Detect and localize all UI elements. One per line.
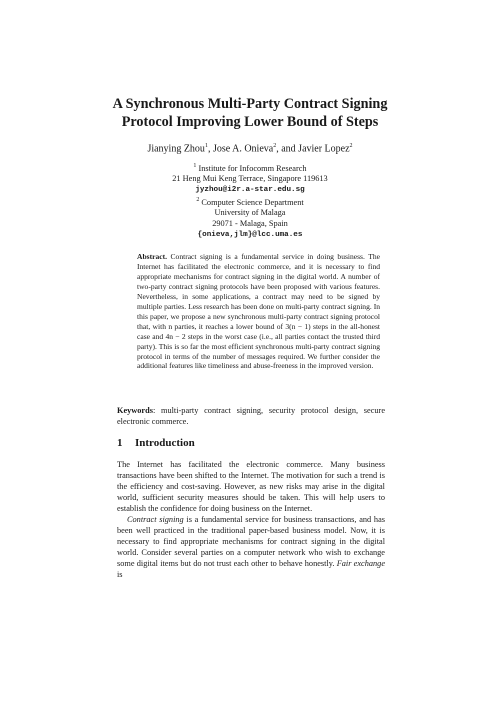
section-number: 1 — [117, 437, 123, 449]
abstract-label: Abstract. — [137, 252, 167, 261]
author-2: Jose A. Onieva — [212, 143, 274, 155]
author-separator-1: , — [207, 143, 213, 155]
title-line-2: Protocol Improving Lower Bound of Steps — [121, 114, 379, 130]
abstract — [137, 252, 380, 371]
fair-exchange-term: Fair exchange — [336, 559, 386, 569]
author-2-sup: 2 — [273, 143, 277, 149]
title-line-1: A Synchronous Multi-Party Contract Signing — [112, 96, 388, 112]
affiliation-2-line-1: Computer Science Department — [201, 197, 304, 207]
affiliation-2-line-3: 29071 - Malaga, Spain — [212, 218, 288, 228]
intro-paragraph-2 — [117, 514, 385, 581]
author-separator-2: , and — [276, 143, 299, 155]
affiliation-2-sup: 2 — [196, 197, 200, 203]
author-1: Jianying Zhou — [147, 143, 205, 155]
affiliation-2-line-2: University of Malaga — [214, 208, 286, 218]
intro-paragraph-2-text: is a fundamental service for business transactions, and has been well practiced in the traditional paper-based business model. Now, it is necessary to find appropriate mechanisms for contract signing in the digital world. Consider several parties on a computer network who wish to exchange some digital items but do not trust each other to behave honestly. — [117, 515, 385, 569]
keywords — [117, 406, 385, 427]
section-heading — [117, 437, 195, 449]
affiliation-1-email: jyzhou@i2r.a-star.edu.sg — [195, 185, 305, 194]
keywords-label: Keywords — [117, 406, 153, 415]
affiliation-1-line-2: 21 Heng Mui Keng Terrace, Singapore 119613 — [172, 174, 328, 184]
affiliation-2-email: {onieva,jlm}@lcc.uma.es — [197, 230, 303, 239]
affiliation-1-sup: 1 — [193, 163, 197, 169]
intro-paragraph-1: The Internet has facilitated the electronic commerce. Many business transactions have been shifted to the Internet. The motivation for such a trend is the efficiency and cost-saving. However, as new risks may arise in the digital world, sufficient security measures should be taken. This will help users to establish the confidence for doing business on the Internet. — [117, 460, 385, 514]
section-title: Introduction — [135, 437, 195, 449]
intro-paragraph-2-end: is — [117, 570, 123, 580]
abstract-text: Contract signing is a fundamental service in doing business. The Internet has facilitated the electronic commerce, and it is necessary to find appropriate mechanisms for contract signing in the digital world. A number of two-party contract signing protocols have been proposed with various features. Nevertheless, in some applications, a contract may need to be signed by multiple parties. Less research has been done on multi-party contract signing. In this paper, we propose a new synchronous multi-party contract signing protocol that, with n parties, it reaches a lower bound of 3(n − 1) steps in the all-honest case and 4n − 2 steps in the worst case (i.e., all parties contact the trusted third party). This is so far the most efficient synchronous multi-party contract signing protocol in terms of the number of messages required. We further consider the additional features like timeliness and abuse-freeness in the improved version. — [137, 252, 380, 371]
author-3: Javier Lopez — [298, 143, 350, 155]
keywords-text: : multi-party contract signing, security protocol design, secure electronic commerce. — [117, 406, 385, 426]
author-1-sup: 1 — [204, 143, 208, 149]
author-list — [60, 143, 440, 154]
affiliation-2 — [60, 195, 440, 240]
author-3-sup: 2 — [349, 143, 353, 149]
contract-signing-term: Contract signing — [127, 515, 184, 524]
affiliation-1-line-1: Institute for Infocomm Research — [198, 163, 307, 173]
affiliation-1 — [60, 161, 440, 196]
paper-title — [60, 95, 440, 131]
